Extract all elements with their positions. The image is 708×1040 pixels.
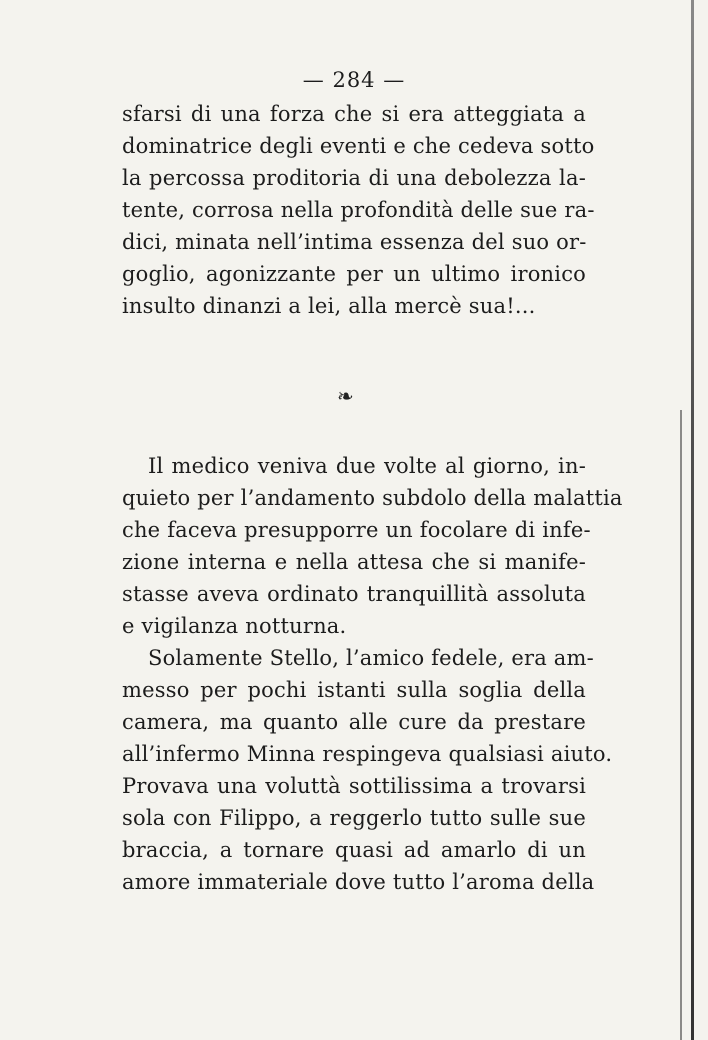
text-line: Solamente Stello, l’amico fedele, era am-: [148, 646, 594, 670]
text-line: sfarsi di una forza che si era atteggiata a: [122, 102, 586, 126]
text-line: stasse aveva ordinato tranquillità assoluta: [122, 582, 586, 606]
text-line: tente, corrosa nella profondità delle sue ra-: [122, 198, 595, 222]
text-line: goglio, agonizzante per un ultimo ironico: [122, 262, 586, 286]
text-line: sola con Filippo, a reggerlo tutto sulle sue: [122, 806, 586, 830]
page-number: — 284 —: [302, 68, 406, 92]
text-line: camera, ma quanto alle cure da prestare: [122, 710, 586, 734]
text-line: all’infermo Minna respingeva qualsiasi aiuto.: [122, 742, 613, 766]
text-line: Provava una voluttà sottilissima a trovarsi: [122, 774, 586, 798]
text-line: zione interna e nella attesa che si manife-: [122, 550, 586, 574]
section-ornament-icon: ❧: [337, 384, 354, 408]
text-line: dominatrice degli eventi e che cedeva sotto: [122, 134, 595, 158]
paragraph-3: [122, 642, 613, 898]
text-line: insulto dinanzi a lei, alla mercè sua!...: [122, 294, 536, 318]
text-line: Il medico veniva due volte al giorno, in-: [148, 454, 586, 478]
text-line: quieto per l’andamento subdolo della malattia: [122, 486, 623, 510]
text-line: messo per pochi istanti sulla soglia della: [122, 678, 586, 702]
paragraph-1: [122, 98, 595, 322]
text-line: che faceva presupporre un focolare di infe-: [122, 518, 591, 542]
text-line: la percossa proditoria di una debolezza la-: [122, 166, 586, 190]
text-line: braccia, a tornare quasi ad amarlo di un: [122, 838, 586, 862]
text-line: amore immateriale dove tutto l’aroma della: [122, 870, 595, 894]
scan-edge-line: [691, 0, 694, 1040]
text-line: dici, minata nell’intima essenza del suo or-: [122, 230, 587, 254]
paragraph-2: [122, 450, 623, 642]
text-line: e vigilanza notturna.: [122, 614, 347, 638]
scan-edge-line: [680, 410, 682, 1040]
